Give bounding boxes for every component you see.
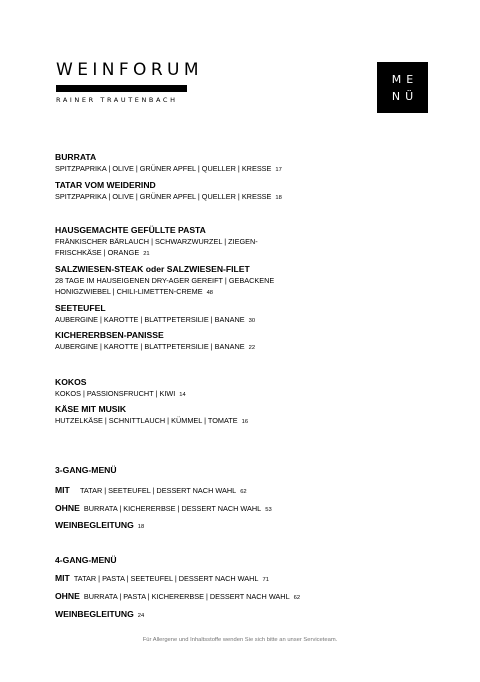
dish-price: 17	[275, 167, 282, 173]
dish-desc: HUTZELKÄSE | SCHNITTLAUCH | KÜMMEL | TOMATE 16	[55, 416, 249, 425]
badge-line-1: ME	[391, 72, 419, 86]
menu3-mit-price: 62	[240, 489, 247, 495]
menu4-ohne	[55, 591, 300, 601]
dish-price: 16	[241, 419, 249, 425]
menu3-mit-desc: TATAR | SEETEUFEL | DESSERT NACH WAHL	[79, 486, 237, 495]
dish-desc: FRÄNKISCHER BÄRLAUCH | SCHWARZWURZEL | ZIEGEN-FRISCHKÄSE | ORANGE 21	[55, 237, 258, 257]
brand-name: WEINFORUM	[56, 60, 203, 80]
dish-price: 14	[179, 392, 186, 398]
dish-name: KÄSE MIT MUSIK	[55, 404, 127, 414]
dish-price: 21	[143, 251, 150, 257]
dish-name: HAUSGEMACHTE GEFÜLLTE PASTA	[55, 225, 206, 235]
menu3-ohne	[55, 503, 272, 513]
menu3-ohne-label: OHNE	[55, 503, 80, 513]
dish-price: 22	[248, 345, 256, 351]
menu4-wein-price: 24	[137, 613, 145, 619]
logo	[56, 60, 203, 104]
menu3-wein-price: 18	[137, 524, 145, 530]
menu4-mit-price: 71	[262, 577, 269, 583]
dish-name: SALZWIESEN-STEAK oder SALZWIESEN-FILET	[55, 264, 250, 274]
menu4-wein-label: WEINBEGLEITUNG	[55, 609, 134, 619]
menu3-mit	[55, 485, 247, 495]
dish-name: KICHERERBSEN-PANISSE	[55, 330, 164, 340]
brand-subtitle: RAINER TRAUTENBACH	[56, 96, 178, 104]
menu4-mit-label: MIT	[55, 573, 70, 583]
menu4-ohne-desc: BURRATA | PASTA | KICHERERBSE | DESSERT NACH WAHL	[83, 592, 290, 601]
menu-badge	[377, 62, 428, 113]
footer-note: Für Allergene und Inhaltsstoffe wenden Sie sich bitte an unser Serviceteam.	[142, 637, 338, 643]
menu3-wein	[55, 520, 144, 530]
menu3-title: 3-GANG-MENÜ	[55, 465, 117, 475]
dish-price: 30	[248, 318, 256, 324]
dish-name: BURRATA	[55, 152, 97, 162]
menu3-ohne-price: 53	[265, 507, 272, 513]
logo-bar	[56, 85, 187, 92]
dish-price: 48	[206, 290, 214, 296]
menu3-mit-label: MIT	[55, 485, 70, 495]
dish-name: SEETEUFEL	[55, 303, 106, 313]
dish-kaese	[55, 404, 440, 428]
badge-line-2: NÜ	[391, 89, 419, 103]
dish-tatar	[55, 180, 440, 204]
dish-pasta	[55, 225, 290, 260]
dish-burrata	[55, 152, 440, 176]
dish-desc: AUBERGINE | KAROTTE | BLATTPETERSILIE | BANANE 30	[55, 315, 256, 324]
dish-desc: KOKOS | PASSIONSFRUCHT | KIWI 14	[55, 389, 186, 398]
menu3-wein-label: WEINBEGLEITUNG	[55, 520, 134, 530]
menu4-mit	[55, 573, 269, 583]
menu4-wein	[55, 609, 144, 619]
menu4-title: 4-GANG-MENÜ	[55, 555, 117, 565]
dish-price: 18	[275, 195, 282, 201]
menu4-ohne-price: 62	[293, 595, 301, 601]
dish-desc: SPITZPAPRIKA | OLIVE | GRÜNER APFEL | QUELLER | KRESSE 18	[55, 192, 282, 201]
dish-steak	[55, 264, 310, 299]
menu3-ohne-desc: BURRATA | KICHERERBSE | DESSERT NACH WAHL	[83, 504, 262, 513]
dish-name: TATAR VOM WEIDERIND	[55, 180, 156, 190]
dish-desc: 28 TAGE IM HAUSEIGENEN DRY-AGER GEREIFT | GEBACKENE HONIGZWIEBEL | CHILI-LIMETTEN-CREME 48	[55, 276, 275, 296]
dish-desc: AUBERGINE | KAROTTE | BLATTPETERSILIE | BANANE 22	[55, 342, 256, 351]
menu4-ohne-label: OHNE	[55, 591, 80, 601]
dish-seeteufel	[55, 303, 440, 327]
dish-kokos	[55, 377, 440, 401]
dish-name: KOKOS	[55, 377, 87, 387]
menu4-mit-desc: TATAR | PASTA | SEETEUFEL | DESSERT NACH WAHL	[73, 574, 259, 583]
dish-desc: SPITZPAPRIKA | OLIVE | GRÜNER APFEL | QUELLER | KRESSE 17	[55, 164, 282, 173]
dish-panisse	[55, 330, 440, 354]
